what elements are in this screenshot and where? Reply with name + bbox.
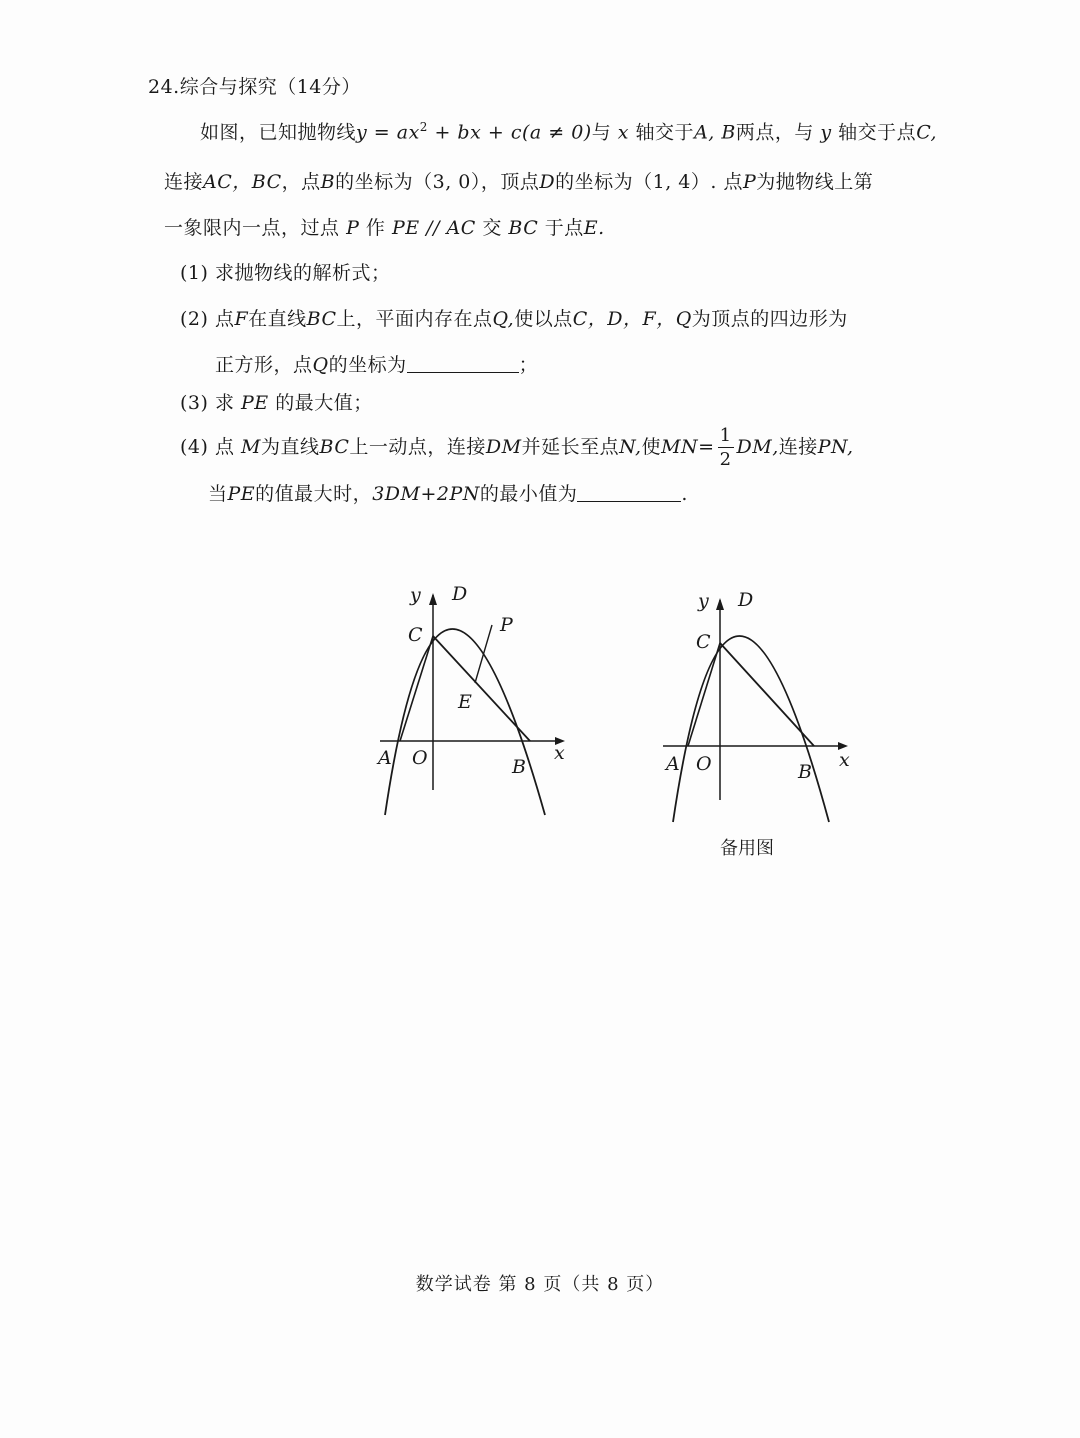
figure-backup bbox=[648, 580, 868, 830]
answer-blank-q4[interactable] bbox=[577, 481, 681, 502]
fraction-numerator: 1 bbox=[719, 425, 732, 446]
var-e: E. bbox=[583, 217, 605, 239]
var-bc: BC bbox=[319, 436, 350, 458]
var-q: Q bbox=[312, 354, 329, 376]
label-b: B bbox=[512, 756, 526, 778]
fraction-denominator: 2 bbox=[719, 449, 732, 470]
q2-text: 的坐标为 bbox=[328, 354, 407, 376]
question-2-line-1 bbox=[180, 304, 848, 334]
var-p: P bbox=[346, 217, 360, 239]
intro-text: 轴交于点 bbox=[838, 121, 917, 144]
var-c: C, bbox=[916, 121, 938, 144]
intro-text: 连接 bbox=[164, 171, 204, 193]
answer-blank-q2[interactable] bbox=[407, 352, 519, 373]
q4-text: (4) 点 bbox=[180, 436, 235, 458]
var-y: y bbox=[820, 121, 832, 144]
eq-exponent: 2 bbox=[419, 120, 428, 134]
label-y: y bbox=[410, 584, 421, 606]
var-q: Q, bbox=[492, 308, 515, 330]
var-ac-bc: AC，BC bbox=[203, 171, 282, 193]
var-b: B bbox=[320, 171, 336, 193]
page-footer: 数学试卷 第 8 页（共 8 页） bbox=[415, 1274, 665, 1295]
var-pn: PN, bbox=[817, 436, 854, 458]
q2-text: 使以点 bbox=[514, 308, 573, 330]
parabola-curve bbox=[673, 636, 829, 822]
q4-text: 的最小值为 bbox=[479, 483, 578, 505]
var-pe-ac: PE // AC bbox=[391, 217, 476, 239]
intro-line-3 bbox=[164, 213, 605, 243]
var-f: F bbox=[234, 308, 249, 330]
segment-ac bbox=[688, 643, 720, 746]
intro-text: 交 bbox=[482, 217, 502, 239]
question-4-line-2 bbox=[208, 479, 688, 509]
label-b: B bbox=[798, 761, 812, 783]
label-y: y bbox=[698, 590, 709, 612]
label-a: A bbox=[378, 747, 392, 769]
label-c: C bbox=[408, 624, 423, 646]
q4-text: 上一动点，连接 bbox=[349, 436, 486, 458]
var-n: N, bbox=[619, 436, 642, 458]
label-p: P bbox=[500, 614, 513, 636]
eq-rest: + bx + c bbox=[427, 121, 522, 144]
question-4-line-1 bbox=[180, 424, 854, 470]
intro-text: 于点 bbox=[544, 217, 584, 239]
label-x: x bbox=[839, 749, 850, 771]
var-pe: PE bbox=[241, 392, 269, 414]
intro-text: 作 bbox=[365, 217, 386, 239]
fraction-one-half bbox=[718, 427, 734, 469]
var-bc: BC bbox=[508, 217, 539, 239]
var-ab: A, B bbox=[694, 121, 736, 144]
label-e: E bbox=[458, 691, 472, 713]
problem-title: 24.综合与探究（14分） bbox=[148, 76, 361, 98]
parabola-curve bbox=[385, 629, 545, 815]
var-dm: DM bbox=[485, 436, 522, 458]
intro-text: 与 bbox=[591, 121, 612, 144]
q3-text: 的最大值； bbox=[275, 392, 373, 414]
var-dm: DM, bbox=[736, 436, 779, 458]
var-cdfq: C，D，F，Q bbox=[572, 308, 692, 330]
segment-bc bbox=[720, 643, 814, 746]
intro-text: ，点 bbox=[281, 171, 321, 193]
q4-text: 为直线 bbox=[260, 436, 320, 458]
y-axis-arrow-icon bbox=[429, 593, 437, 605]
var-expression: 3DM+2PN bbox=[372, 483, 480, 505]
label-o: O bbox=[412, 747, 428, 769]
q4-text: 的值最大时， bbox=[255, 483, 373, 505]
backup-figure-caption: 备用图 bbox=[720, 838, 774, 859]
segment-pe bbox=[475, 625, 492, 683]
eq-y: y bbox=[356, 121, 368, 144]
eq-equals: = bbox=[367, 121, 397, 144]
question-3 bbox=[180, 388, 373, 418]
label-d: D bbox=[738, 589, 754, 611]
intro-text: 一象限内一点，过点 bbox=[164, 217, 340, 239]
intro-line-2 bbox=[164, 167, 873, 197]
label-o: O bbox=[696, 753, 712, 775]
var-mn: MN= bbox=[661, 436, 715, 458]
var-d: D bbox=[539, 171, 556, 193]
q4-text: 并延长至点 bbox=[521, 436, 620, 458]
question-1: (1) 求抛物线的解析式； bbox=[180, 262, 391, 284]
intro-text: 的坐标为（3, 0），顶点 bbox=[335, 171, 540, 193]
q2-text: 在直线 bbox=[248, 308, 307, 330]
q3-text: (3) 求 bbox=[180, 392, 235, 414]
intro-text: 为抛物线上第 bbox=[756, 171, 874, 193]
q2-text: (2) 点 bbox=[180, 308, 235, 330]
question-2-line-2 bbox=[215, 350, 538, 380]
eq-condition: (a ≠ 0) bbox=[521, 121, 592, 144]
var-p: P bbox=[742, 171, 757, 193]
var-pe: PE bbox=[227, 483, 256, 505]
intro-text: 的坐标为（1, 4）. 点 bbox=[555, 171, 743, 193]
q4-text: 连接 bbox=[778, 436, 818, 458]
intro-text: 轴交于 bbox=[635, 121, 695, 144]
eq-ax: ax bbox=[396, 121, 420, 144]
var-bc: BC bbox=[306, 308, 337, 330]
q4-text: 当 bbox=[208, 483, 228, 505]
label-d: D bbox=[452, 583, 468, 605]
q4-text: 使 bbox=[641, 436, 662, 458]
q2-text: ； bbox=[518, 354, 539, 376]
y-axis-arrow-icon bbox=[716, 598, 724, 610]
var-m: M bbox=[241, 436, 261, 458]
intro-text: 两点，与 bbox=[735, 121, 814, 144]
label-a: A bbox=[666, 753, 680, 775]
intro-text: 如图，已知抛物线 bbox=[200, 121, 357, 144]
intro-line-1 bbox=[200, 112, 937, 147]
figure-main bbox=[360, 575, 600, 825]
q2-text: 为顶点的四边形为 bbox=[691, 308, 848, 330]
q2-text: 正方形，点 bbox=[215, 354, 313, 376]
label-x: x bbox=[554, 742, 565, 764]
q2-text: 上，平面内存在点 bbox=[336, 308, 493, 330]
label-c: C bbox=[696, 631, 711, 653]
var-x: x bbox=[617, 121, 629, 144]
segment-ac bbox=[400, 636, 433, 741]
q4-text: . bbox=[681, 483, 688, 505]
